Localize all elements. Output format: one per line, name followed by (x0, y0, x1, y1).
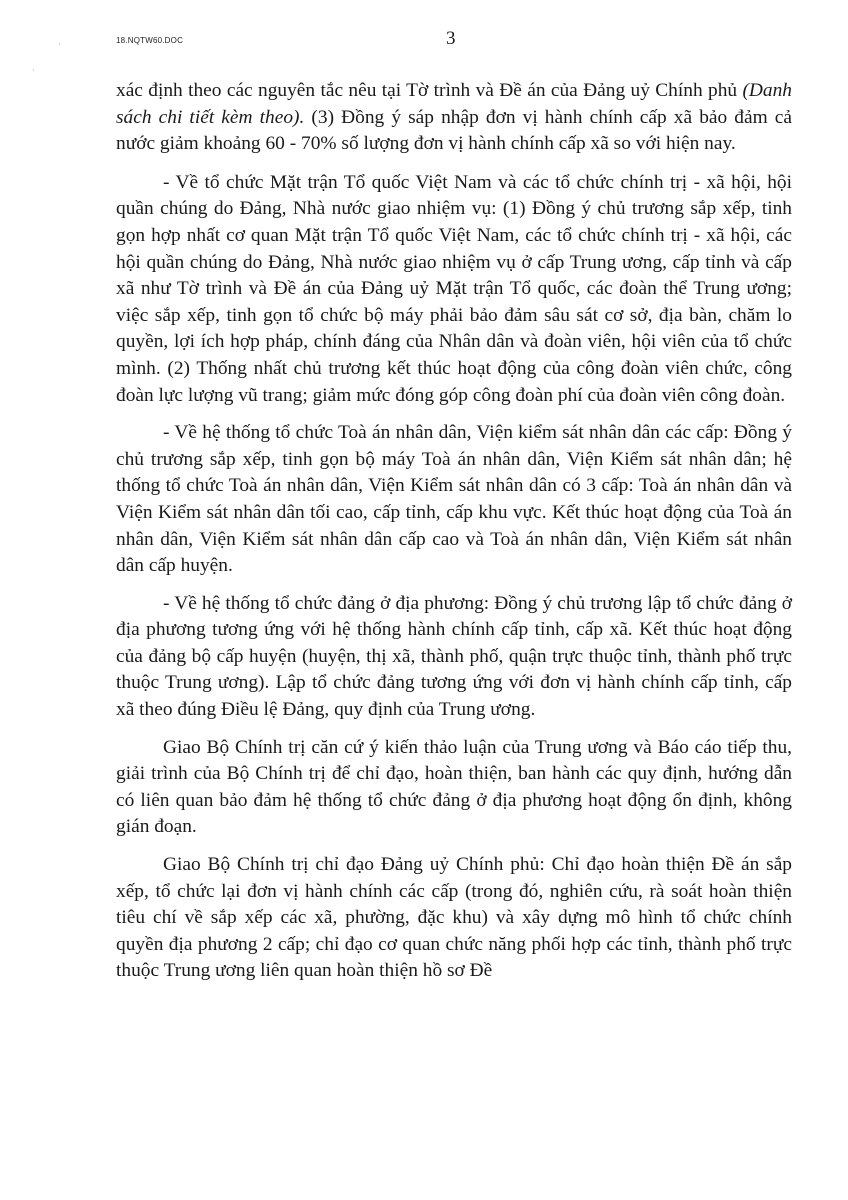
paragraph-to-chuc-dang: - Về hệ thống tổ chức đảng ở địa phương: Đồng ý chủ trương lập tổ chức đảng ở địa phương tương ứng với hệ thống hành chính cấp tỉnh, cấp xã. Kết thúc hoạt động của đảng bộ cấp huyện (huyện, thị xã, thành phố, quận trực thuộc tỉnh, thành phố trực thuộc Trung ương). Lập tổ chức đảng tương ứng với đơn vị hành chính cấp tỉnh, cấp xã theo đúng Điều lệ Đảng, quy định của Trung ương. (116, 592, 792, 721)
scan-speck: · (32, 66, 35, 75)
paragraph-giao-bct-2: Giao Bộ Chính trị chỉ đạo Đảng uỷ Chính phủ: Chỉ đạo hoàn thiện Đề án sắp xếp, tổ chức lại đơn vị hành chính các cấp (trong đó, nghiên cứu, rà soát hoàn thiện tiêu chí về sắp xếp các xã, phường, đặc khu) và xây dựng mô hình tổ chức chính quyền địa phương 2 cấp; chỉ đạo cơ quan chức năng phối hợp các tỉnh, thành phố trực thuộc Trung ương liên quan hoàn thiện hồ sơ Đề (116, 854, 792, 982)
document-body (116, 78, 792, 996)
paragraph-continuation (116, 78, 792, 158)
page-header (116, 28, 792, 52)
scan-speck: · (58, 40, 61, 49)
paragraph-text: (3) Đồng ý sáp nhập đơn vị hành chính cấp xã bảo đảm cả nước giảm khoảng 60 - 70% số lượng đơn vị hành chính cấp xã so với hiện nay. (116, 106, 792, 155)
paragraph-toa-an: - Về hệ thống tổ chức Toà án nhân dân, Viện kiểm sát nhân dân các cấp: Đồng ý chủ trương sắp xếp, tinh gọn bộ máy Toà án nhân dân, Viện Kiểm sát nhân dân; hệ thống tổ chức Toà án nhân dân, Viện Kiểm sát nhân dân có 3 cấp: Toà án nhân dân và Viện Kiểm sát nhân dân tối cao, cấp tỉnh, cấp khu vực. Kết thúc hoạt động của Toà án nhân dân, Viện Kiểm sát nhân dân cấp cao và Toà án nhân dân, Viện Kiểm sát nhân dân cấp huyện. (116, 422, 792, 577)
paragraph-mat-tran: - Về tổ chức Mặt trận Tổ quốc Việt Nam và các tổ chức chính trị - xã hội, hội quần chúng do Đảng, Nhà nước giao nhiệm vụ: (1) Đồng ý chủ trương sắp xếp, tinh gọn hợp nhất cơ quan Mặt trận Tổ quốc Việt Nam, các tổ chức chính trị - xã hội, các hội quần chúng do Đảng, Nhà nước giao nhiệm vụ ở cấp Trung ương, cấp tỉnh và cấp xã như Tờ trình và Đề án của Đảng uỷ Mặt trận Tổ quốc, các đoàn thể Trung ương; việc sắp xếp, tinh gọn tổ chức bộ máy phải bảo đảm sâu sát cơ sở, địa bàn, chăm lo quyền, lợi ích hợp pháp, chính đáng của Nhân dân và đoàn viên, hội viên của tổ chức mình. (2) Thống nhất chủ trương kết thúc hoạt động của công đoàn viên chức, công đoàn lực lượng vũ trang; giảm mức đóng góp công đoàn phí của đoàn viên công đoàn. (116, 171, 792, 406)
file-label: 18.NQTW60.DOC (116, 36, 184, 45)
paragraph-giao-bct-1: Giao Bộ Chính trị căn cứ ý kiến thảo luận của Trung ương và Báo cáo tiếp thu, giải trình của Bộ Chính trị để chỉ đạo, hoàn thiện, ban hành các quy định, hướng dẫn có liên quan bảo đảm hệ thống tổ chức đảng ở địa phương hoạt động ổn định, không gián đoạn. (116, 736, 792, 838)
page-number: 3 (446, 28, 456, 49)
paragraph-italic-note: (Danh sách chi tiết kèm theo). (116, 80, 792, 128)
paragraph-text: xác định theo các nguyên tắc nêu tại Tờ trình và Đề án của Đảng uỷ Chính phủ (116, 80, 743, 101)
